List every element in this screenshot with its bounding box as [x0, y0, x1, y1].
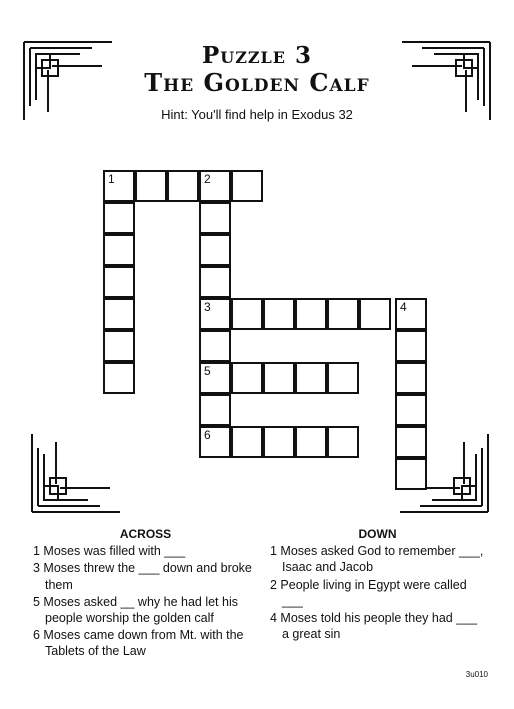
grid-cell[interactable] [395, 394, 427, 426]
clue-number: 6 [204, 428, 211, 442]
page-code: 3u010 [465, 670, 488, 679]
grid-cell[interactable] [395, 362, 427, 394]
clue-number: 3 [204, 300, 211, 314]
grid-cell[interactable] [199, 202, 231, 234]
hint-text: Hint: You'll find help in Exodus 32 [161, 107, 353, 122]
grid-cell[interactable] [327, 298, 359, 330]
grid-cell[interactable] [263, 298, 295, 330]
clue-item: 5 Moses asked __ why he had let his people worship the golden calf [33, 594, 238, 626]
grid-cell[interactable] [103, 170, 135, 202]
grid-cell[interactable] [167, 170, 199, 202]
grid-cell[interactable] [231, 426, 263, 458]
grid-cell[interactable] [103, 362, 135, 394]
grid-cell[interactable] [359, 298, 391, 330]
grid-cell[interactable] [295, 362, 327, 394]
clue-number: 1 [108, 172, 115, 186]
grid-cell[interactable] [199, 170, 231, 202]
grid-cell[interactable] [199, 298, 231, 330]
grid-cell[interactable] [199, 426, 231, 458]
clue-item: 1 Moses was filled with ___ [33, 544, 186, 559]
grid-cell[interactable] [395, 458, 427, 490]
grid-cell[interactable] [231, 170, 263, 202]
grid-cell[interactable] [263, 362, 295, 394]
grid-cell[interactable] [295, 426, 327, 458]
grid-cell[interactable] [327, 426, 359, 458]
grid-cell[interactable] [263, 426, 295, 458]
grid-cell[interactable] [199, 362, 231, 394]
clue-number: 4 [400, 300, 407, 314]
grid-cell[interactable] [395, 298, 427, 330]
corner-ornament-bottom-left [30, 432, 122, 519]
grid-cell[interactable] [199, 266, 231, 298]
grid-cell[interactable] [103, 298, 135, 330]
grid-cell[interactable] [103, 330, 135, 362]
clue-item: 6 Moses came down from Mt. with the Tablets of the Law [33, 628, 244, 659]
down-clues [270, 526, 485, 643]
grid-cell[interactable] [295, 298, 327, 330]
puzzle-subtitle: The Golden Calf [144, 68, 370, 97]
puzzle-title: Puzzle 3 [201, 42, 313, 69]
grid-cell[interactable] [199, 394, 231, 426]
grid-cell[interactable] [231, 362, 263, 394]
grid-cell[interactable] [103, 266, 135, 298]
grid-cell[interactable] [395, 426, 427, 458]
grid-cell[interactable] [103, 202, 135, 234]
clue-item: 1 Moses asked God to remember ___, Isaac and Jacob [270, 544, 484, 575]
clue-number: 2 [204, 172, 211, 186]
across-heading: ACROSS [119, 527, 172, 541]
grid-cell[interactable] [395, 330, 427, 362]
clue-number: 5 [204, 364, 211, 378]
grid-cell[interactable] [231, 298, 263, 330]
clue-item: 2 People living in Egypt were called ___ [270, 577, 467, 608]
grid-cell[interactable] [199, 330, 231, 362]
grid-cell[interactable] [199, 234, 231, 266]
grid-cell[interactable] [135, 170, 167, 202]
across-clues [33, 526, 258, 661]
grid-cell[interactable] [327, 362, 359, 394]
clue-item: 3 Moses threw the ___ down and broke them [33, 561, 252, 592]
clue-item: 4 Moses told his people they had ___ a great sin [270, 611, 478, 642]
grid-cell[interactable] [103, 234, 135, 266]
down-heading: DOWN [358, 527, 397, 541]
